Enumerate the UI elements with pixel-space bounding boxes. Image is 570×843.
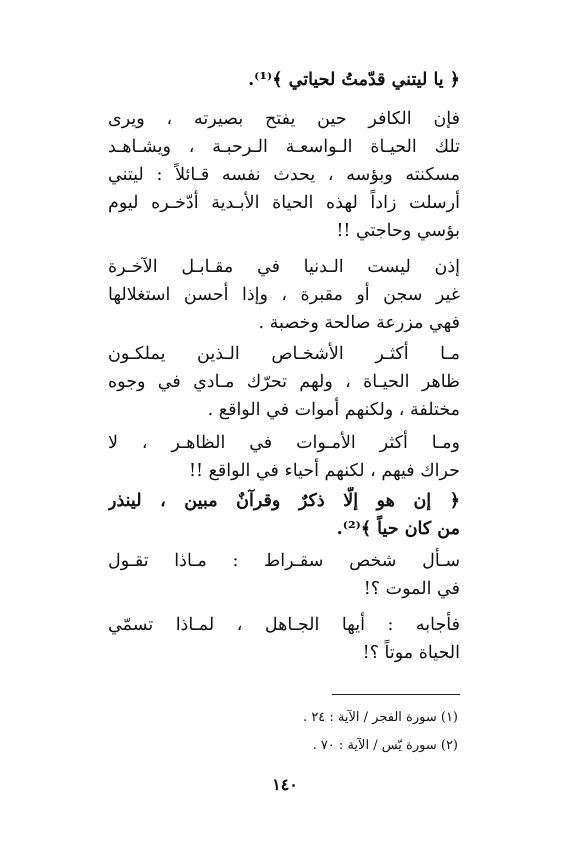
paragraph-line: أرسلت زاداً لهذه الحياة الأبـدية أدّخـره ليوم (108, 193, 460, 213)
paragraph-line: فأجابه : أيها الجـاهل ، لمـاذا تسمّي (108, 615, 460, 635)
paragraph-line: الحياة موتاً ؟! (362, 643, 460, 663)
footnote-1: (١) سورة الفجر / الآية : ٢٤ . (303, 710, 458, 725)
paragraph-line: من كان حياً ﴾⁽²⁾. (336, 519, 460, 539)
heading-text: ﴿ يا ليتني قدّمتُ لحياتي ﴾⁽¹⁾. (248, 70, 460, 90)
paragraph-line: إذن ليست الـدنيا في مقـابـل الآخـرة (108, 257, 460, 277)
paragraph-line: فهي مزرعة صالحة وخصبة . (258, 313, 460, 333)
quran-verse-paragraph (108, 487, 460, 543)
paragraph-6 (108, 547, 460, 603)
footnote-2: (٢) سورة يّس / الآية : ٧٠ . (312, 738, 458, 753)
paragraph-2 (108, 253, 460, 337)
paragraph-line: فإن الكافر حين يفتح بصيرته ، ويرى (108, 109, 460, 129)
page-number: ١٤٠ (272, 775, 298, 794)
footnotes (303, 704, 458, 760)
paragraph-line: في الموت ؟! (363, 579, 460, 599)
quran-heading (108, 66, 460, 94)
paragraph-7 (108, 611, 460, 667)
paragraph-line: مسكنته وبؤسه ، يحدث نفسه قـائلاً : ليتني (108, 165, 460, 185)
paragraph-3 (108, 340, 460, 424)
paragraph-line: بؤسي وحاجتي !! (336, 221, 460, 241)
paragraph-line: ظاهر الحيـاة ، ولهم تحرّك مـادي في وجوه (108, 372, 460, 392)
paragraph-line: غير سجن أو مقبرة ، وإذا أحسن استغلالها (108, 285, 460, 305)
paragraph-1 (108, 105, 460, 245)
paragraph-4 (108, 429, 460, 485)
paragraph-line: ومـا أكثر الأمـوات في الظاهـر ، لا (108, 433, 460, 453)
paragraph-line: سـأل شخص سقـراط : مـاذا تقـول (108, 551, 460, 571)
paragraph-line: حراك فيهم ، لكنهم أحياء في الواقع !! (188, 461, 460, 481)
paragraph-line: مـا أكثـر الأشخـاص الـذين يملكـون (108, 344, 460, 364)
paragraph-line: ﴿ إن هو إلّا ذكرٌ وقرآنٌ مبين ، لينذر (108, 491, 460, 511)
paragraph-line: مختلفة ، ولكنهم أموات في الواقع . (207, 400, 460, 420)
paragraph-line: تلك الحيـاة الـواسعـة الـرحبـة ، ويشـاهـد (108, 137, 460, 157)
footnote-divider (332, 694, 460, 695)
